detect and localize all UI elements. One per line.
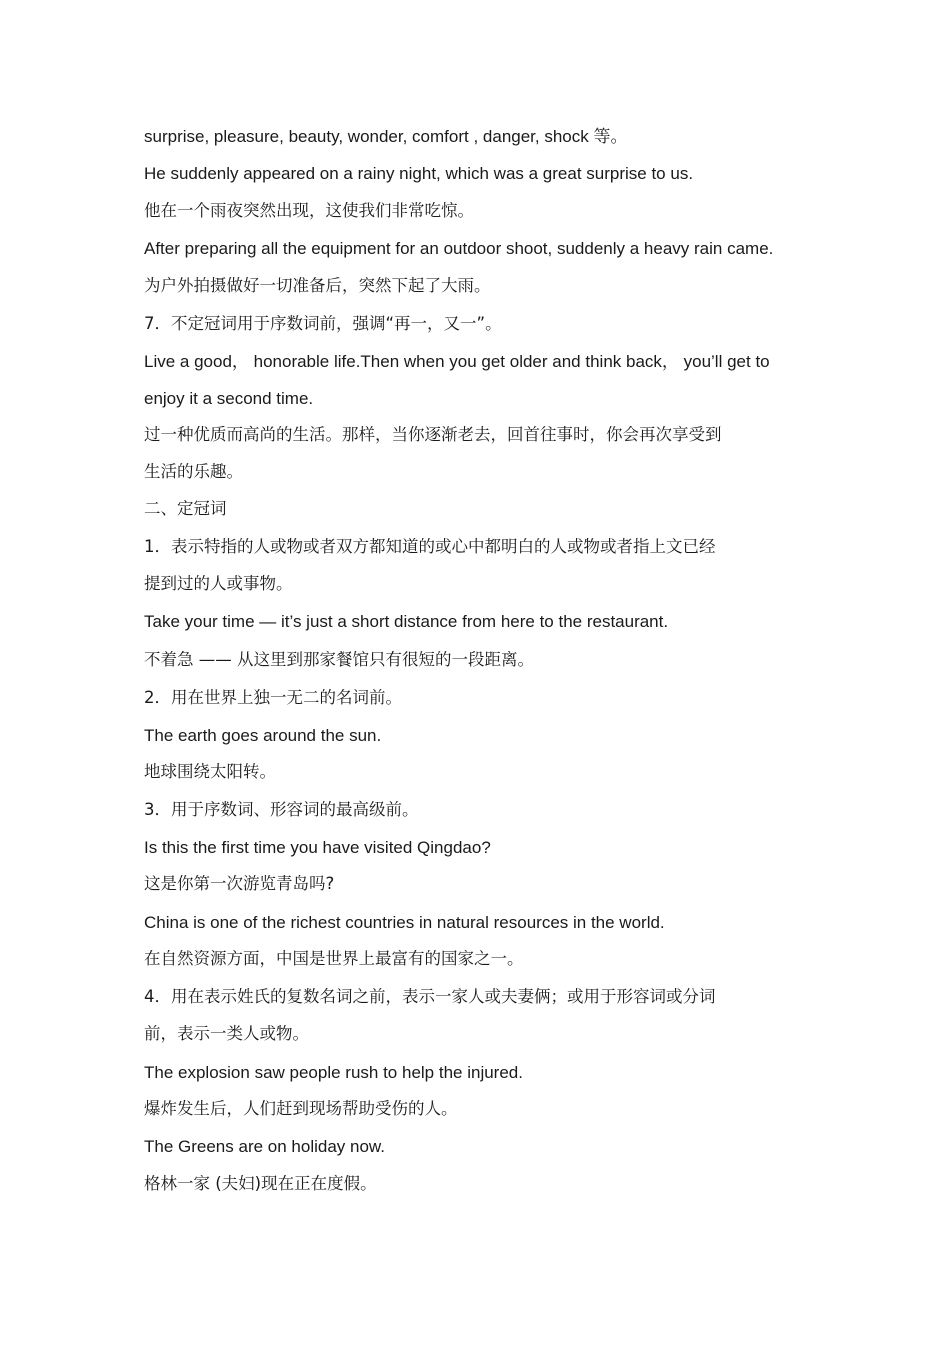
text-line: 为户外拍摄做好一切准备后，突然下起了大雨。 bbox=[144, 276, 491, 295]
text-line: Take your time — it’s just a short distance from here to the restaurant. bbox=[144, 612, 669, 631]
text-line: 过一种优质而高尚的生活。那样，当你逐渐老去，回首往事时，你会再次享受到 bbox=[144, 425, 722, 444]
text-line: He suddenly appeared on a rainy night, which was a great surprise to us. bbox=[144, 164, 694, 183]
text-line: 不着急 —— 从这里到那家餐馆只有很短的一段距离。 bbox=[144, 650, 534, 669]
text-line: 前，表示一类人或物。 bbox=[144, 1024, 309, 1043]
text-line: 在自然资源方面，中国是世界上最富有的国家之一。 bbox=[144, 949, 524, 968]
section-heading: 1．表示特指的人或物或者双方都知道的或心中都明白的人或物或者指上文已经 bbox=[144, 537, 716, 556]
text-line: Is this the first time you have visited Qingdao? bbox=[144, 838, 491, 857]
text-line: The earth goes around the sun. bbox=[144, 726, 382, 745]
text-line: enjoy it a second time. bbox=[144, 389, 314, 408]
text-line: After preparing all the equipment for an outdoor shoot, suddenly a heavy rain came. bbox=[144, 239, 774, 258]
text-line: 这是你第一次游览青岛吗? bbox=[144, 874, 335, 893]
section-heading: 3．用于序数词、形容词的最高级前。 bbox=[144, 800, 419, 819]
text-line: 爆炸发生后，人们赶到现场帮助受伤的人。 bbox=[144, 1099, 458, 1118]
section-heading: 7．不定冠词用于序数词前，强调“再一，又一”。 bbox=[144, 314, 502, 333]
text-line: China is one of the richest countries in natural resources in the world. bbox=[144, 913, 665, 932]
text-line: The explosion saw people rush to help the injured. bbox=[144, 1063, 523, 1082]
text-line: 他在一个雨夜突然出现，这使我们非常吃惊。 bbox=[144, 201, 474, 220]
text-line: Live a good， honorable life.Then when you get older and think back， you’ll get to bbox=[144, 352, 770, 371]
text-line: 生活的乐趣。 bbox=[144, 462, 243, 481]
section-heading: 2．用在世界上独一无二的名词前。 bbox=[144, 688, 402, 707]
text-line: 地球围绕太阳转。 bbox=[144, 762, 276, 781]
text-line: surprise, pleasure, beauty, wonder, comfort , danger, shock 等。 bbox=[144, 127, 628, 146]
text-line: 格林一家 (夫妇)现在正在度假。 bbox=[144, 1174, 377, 1193]
text-line: The Greens are on holiday now. bbox=[144, 1137, 385, 1156]
text-line: 提到过的人或事物。 bbox=[144, 574, 293, 593]
section-heading: 4．用在表示姓氏的复数名词之前，表示一家人或夫妻俩；或用于形容词或分词 bbox=[144, 987, 716, 1006]
section-heading: 二、定冠词 bbox=[144, 499, 227, 518]
